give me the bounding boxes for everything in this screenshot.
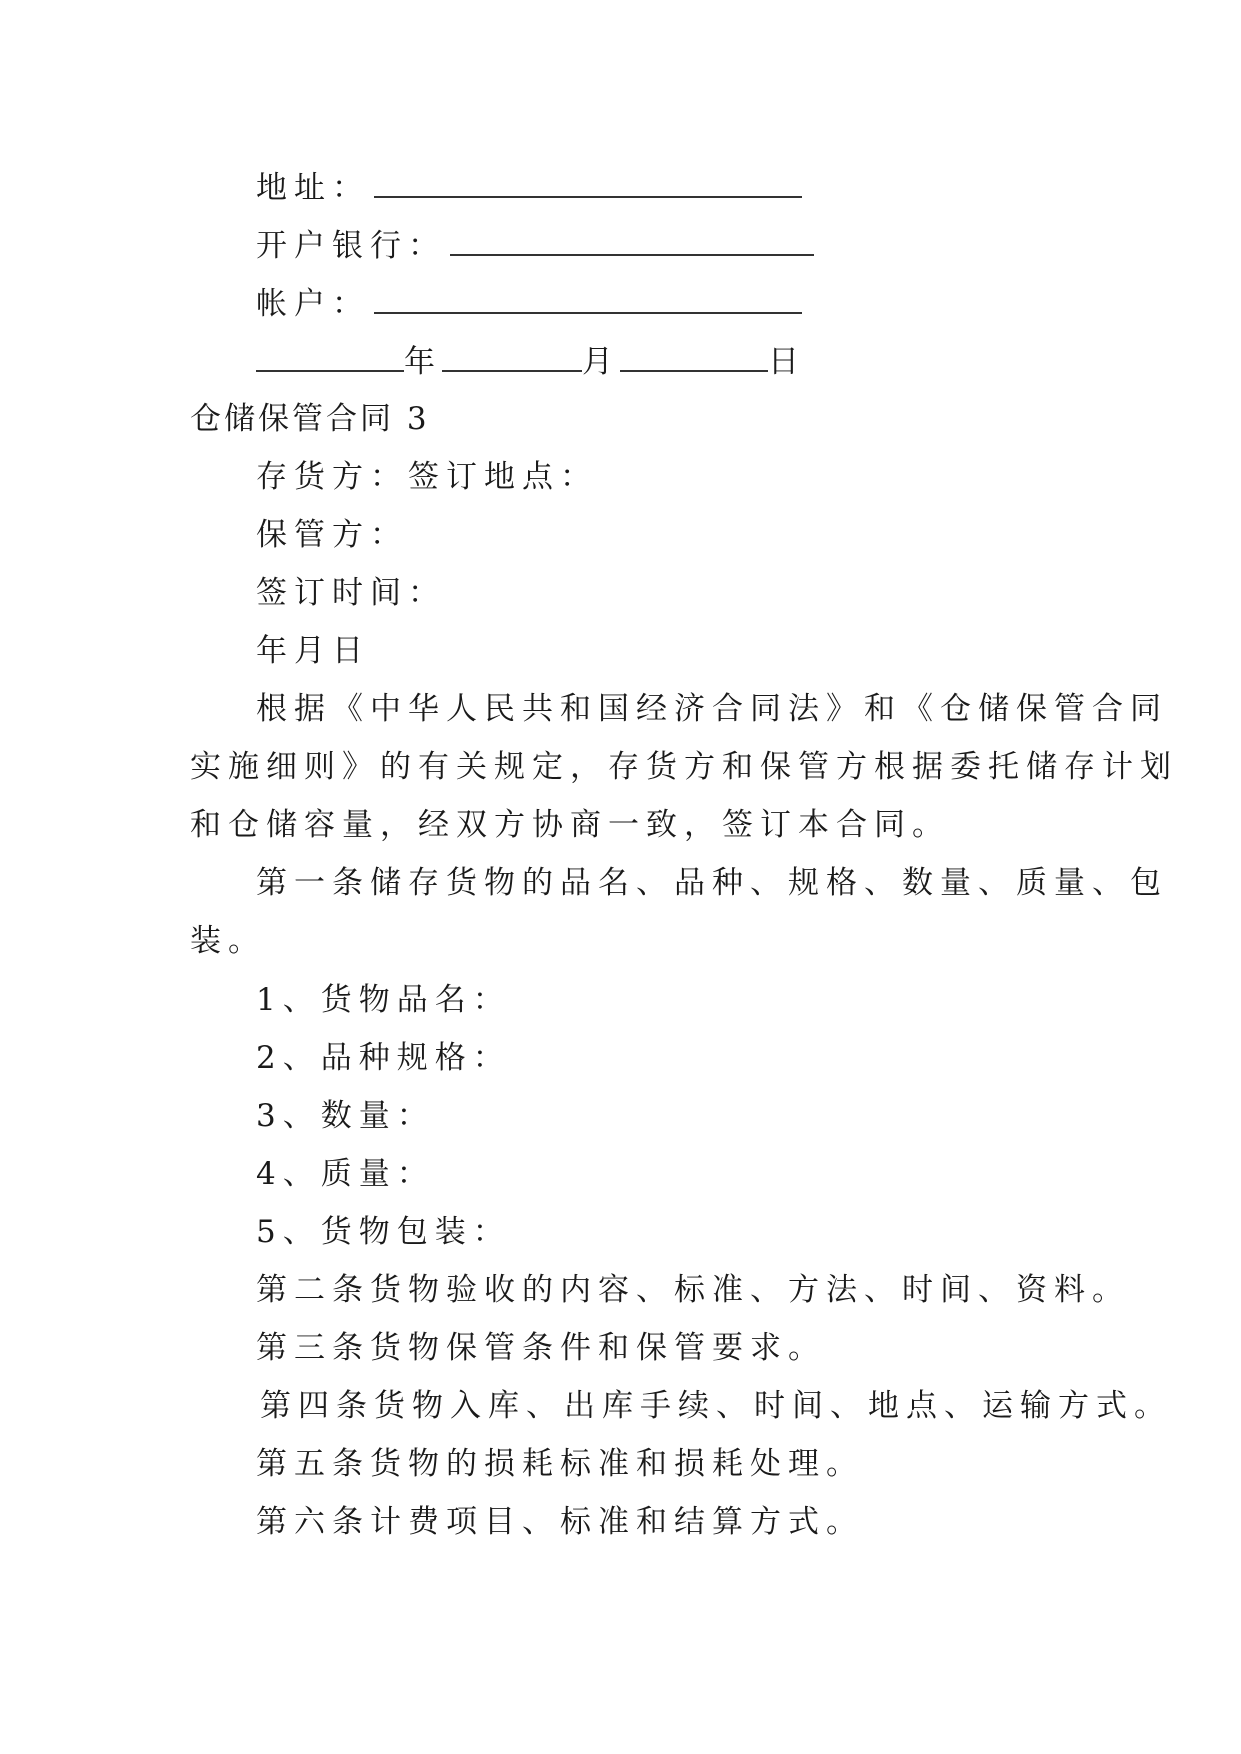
bank-line bbox=[256, 226, 818, 266]
article1-line-2: 装。 bbox=[190, 923, 266, 959]
year-blank bbox=[256, 342, 404, 372]
month-label: 月 bbox=[582, 344, 620, 380]
day-label: 日 bbox=[768, 344, 806, 380]
item-variety-spec: 2、品种规格： bbox=[256, 1040, 511, 1076]
account-line bbox=[256, 284, 806, 324]
account-label: 帐户： bbox=[256, 286, 370, 322]
article-5: 第五条货物的损耗标准和损耗处理。 bbox=[256, 1446, 864, 1482]
item-quality: 4、质量： bbox=[256, 1156, 435, 1192]
address-blank bbox=[374, 168, 802, 198]
item-quantity: 3、数量： bbox=[256, 1098, 435, 1134]
article-6: 第六条计费项目、标准和结算方式。 bbox=[256, 1504, 864, 1540]
contract-title: 仓储保管合同 3 bbox=[190, 401, 430, 437]
bank-label: 开户银行： bbox=[256, 228, 446, 264]
year-label: 年 bbox=[404, 344, 442, 380]
article1-line-1: 第一条储存货物的品名、品种、规格、数量、质量、包 bbox=[256, 865, 1168, 901]
date-line bbox=[256, 342, 806, 382]
address-line bbox=[256, 168, 806, 208]
month-blank bbox=[442, 342, 582, 372]
article-4: 第四条货物入库、出库手续、时间、地点、运输方式。 bbox=[260, 1388, 1172, 1424]
preamble-line-3: 和仓储容量，经双方协商一致，签订本合同。 bbox=[190, 807, 950, 843]
account-blank bbox=[374, 284, 802, 314]
depositor-place-line: 存货方：签订地点： bbox=[256, 459, 598, 495]
keeper-line: 保管方： bbox=[256, 517, 408, 553]
article-2: 第二条货物验收的内容、标准、方法、时间、资料。 bbox=[256, 1272, 1130, 1308]
ymd-line: 年月日 bbox=[256, 633, 370, 669]
item-packaging: 5、货物包装： bbox=[256, 1214, 511, 1250]
bank-blank bbox=[450, 226, 814, 256]
day-blank bbox=[620, 342, 768, 372]
item-goods-name: 1、货物品名： bbox=[256, 982, 511, 1018]
article-3: 第三条货物保管条件和保管要求。 bbox=[256, 1330, 826, 1366]
address-label: 地址： bbox=[256, 170, 370, 206]
sign-time-line: 签订时间： bbox=[256, 575, 446, 611]
preamble-line-1: 根据《中华人民共和国经济合同法》和《仓储保管合同 bbox=[256, 691, 1168, 727]
preamble-line-2: 实施细则》的有关规定，存货方和保管方根据委托储存计划 bbox=[190, 749, 1178, 785]
